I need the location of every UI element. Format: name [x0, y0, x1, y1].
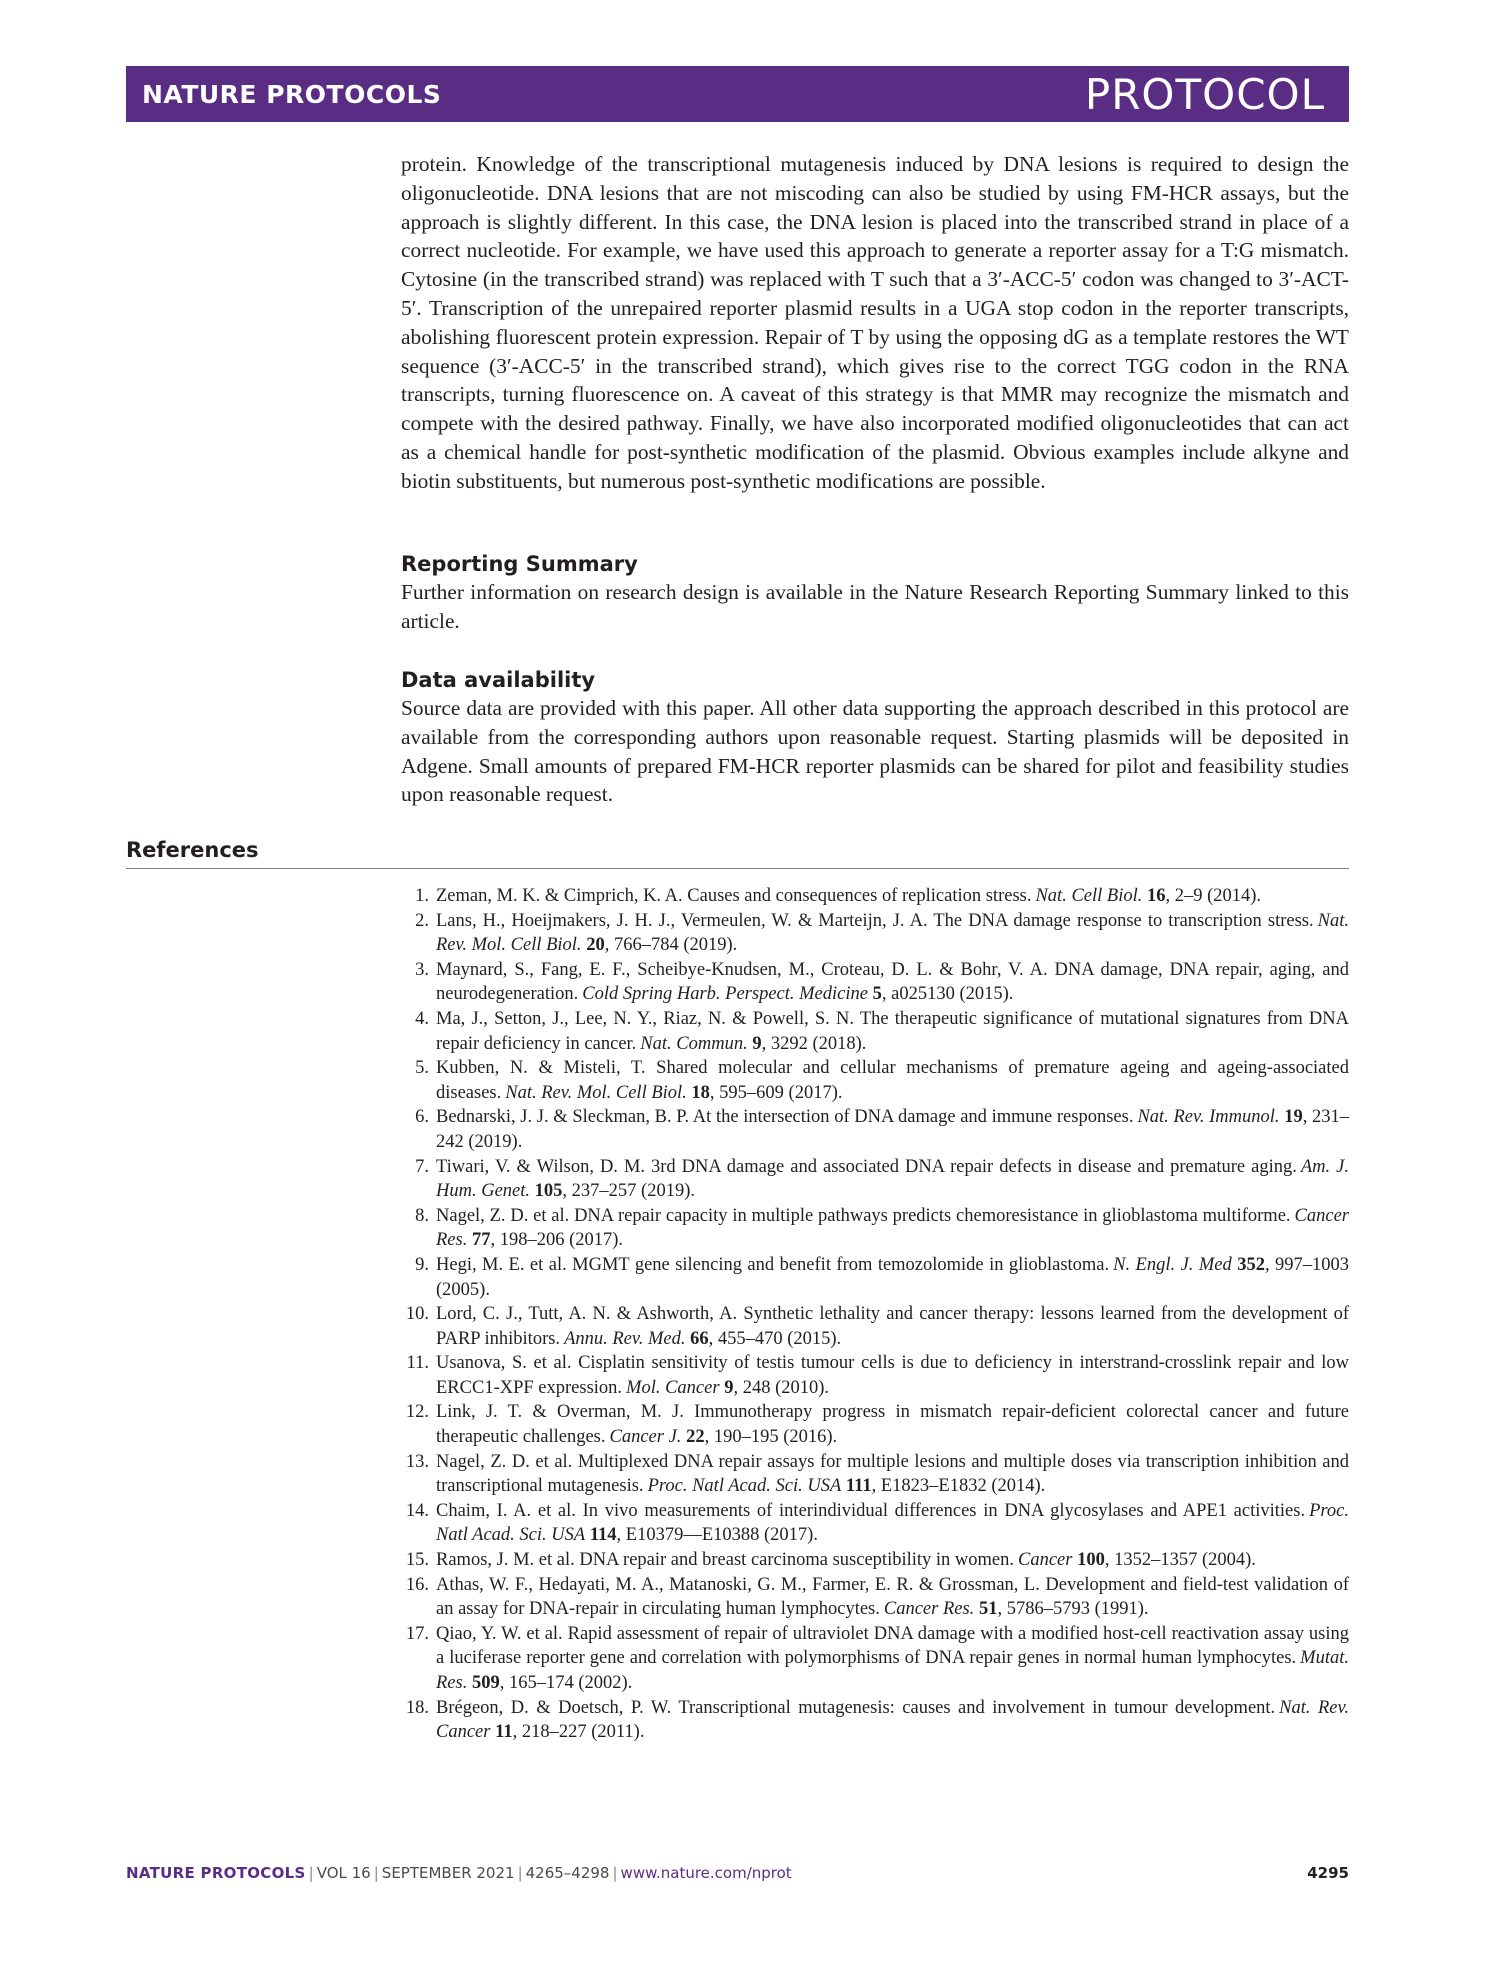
reference-volume: 22 — [686, 1427, 705, 1448]
reference-citation: Zeman, M. K. & Cimprich, K. A. Causes and consequences of replication stress. — [436, 886, 1032, 906]
reference-citation: Lans, H., Hoeijmakers, J. H. J., Vermeulen, W. & Marteijn, J. A. The DNA damage response to transcription stress. — [436, 910, 1314, 931]
reference-pages: , a025130 (2015). — [881, 984, 1014, 1005]
reference-pages: , 1352–1357 (2004). — [1104, 1550, 1256, 1571]
reference-citation: Hegi, M. E. et al. MGMT gene silencing and benefit from temozolomide in glioblastoma. — [436, 1254, 1110, 1275]
reference-pages: , 5786–5793 (1991). — [997, 1599, 1149, 1620]
reporting-summary-text: Further information on research design is available in the Nature Research Reporting Summary linked to this article. — [401, 580, 1349, 633]
reference-citation: Brégeon, D. & Doetsch, P. W. Transcriptional mutagenesis: causes and involvement in tumour development. — [436, 1697, 1276, 1718]
footer-separator: | — [373, 1864, 379, 1882]
reference-journal: Nat. Rev. Immunol. — [1137, 1107, 1280, 1128]
reference-text — [436, 909, 1349, 958]
reference-journal: Annu. Rev. Med. — [564, 1328, 686, 1349]
reference-pages: , 231–242 (2019). — [436, 1107, 1350, 1152]
header-article-type: PROTOCOL — [1084, 70, 1325, 119]
reference-item — [401, 1056, 1349, 1105]
reference-number: 5. — [415, 1058, 429, 1079]
reference-volume: 509 — [471, 1673, 500, 1693]
data-availability-section — [401, 694, 1349, 809]
reference-journal: Nat. Rev. Mol. Cell Biol. — [436, 910, 1349, 956]
reference-pages: , 165–174 (2002). — [499, 1673, 633, 1693]
reference-citation: Athas, W. F., Hedayati, M. A., Matanoski, G. M., Farmer, E. R. & Grossman, L. Development and field-test validation of an assay for DNA-repair in circulating human lymphocytes. — [436, 1574, 1349, 1620]
reference-number: 10. — [405, 1304, 429, 1325]
references-heading: References — [126, 838, 259, 862]
reference-number: 1. — [415, 886, 429, 906]
reference-item — [401, 1351, 1349, 1400]
reference-pages: , 2–9 (2014). — [1165, 886, 1262, 906]
reference-number: 8. — [415, 1205, 429, 1226]
reference-journal: Cancer J. — [609, 1427, 682, 1448]
reference-pages: , E1823–E1832 (2014). — [871, 1476, 1046, 1497]
reference-number: 6. — [415, 1107, 429, 1128]
reference-item — [401, 1253, 1349, 1302]
reference-volume: 111 — [845, 1476, 872, 1497]
reference-volume: 16 — [1146, 886, 1166, 906]
reference-volume: 20 — [586, 935, 605, 956]
reference-text — [436, 1499, 1349, 1548]
reference-text — [436, 1105, 1349, 1154]
reference-number: 3. — [415, 959, 429, 980]
reference-journal: Nat. Rev. Mol. Cell Biol. — [505, 1082, 687, 1103]
reference-item — [401, 1573, 1349, 1622]
reference-journal: Proc. Natl Acad. Sci. USA — [436, 1500, 1349, 1546]
reference-text — [436, 958, 1349, 1007]
reference-item — [401, 1302, 1349, 1351]
reference-pages: , E10379––E10388 (2017). — [616, 1525, 818, 1546]
reference-number: 11. — [406, 1353, 429, 1374]
reference-text — [436, 1622, 1349, 1696]
reference-journal: Nat. Cell Biol. — [1035, 886, 1143, 906]
page-footer — [126, 1864, 1349, 1888]
reference-item — [401, 1548, 1349, 1573]
footer-separator: | — [517, 1864, 523, 1882]
reference-citation: Chaim, I. A. et al. In vivo measurements of interindividual differences in DNA glycosylases and APE1 activities. — [436, 1500, 1306, 1521]
reference-item — [401, 884, 1349, 909]
reference-journal: Nat. Rev. Cancer — [436, 1697, 1349, 1743]
reference-number: 7. — [415, 1156, 429, 1177]
reference-pages: , 248 (2010). — [733, 1377, 830, 1398]
reference-text — [436, 1056, 1349, 1105]
reference-citation: Maynard, S., Fang, E. F., Scheibye-Knudsen, M., Croteau, D. L. & Bohr, V. A. DNA damage, DNA repair, aging, and neurodegeneration. — [436, 959, 1349, 1005]
reference-pages: , 190–195 (2016). — [704, 1427, 838, 1448]
journal-header-bar — [126, 66, 1349, 122]
footer-journal-name: NATURE PROTOCOLS — [126, 1864, 306, 1882]
reference-text — [436, 1450, 1349, 1499]
reference-item — [401, 1696, 1349, 1745]
reference-citation: Ma, J., Setton, J., Lee, N. Y., Riaz, N. & Powell, S. N. The therapeutic significance of mutational signatures from DNA repair deficiency in cancer. — [436, 1008, 1349, 1054]
reference-number: 9. — [415, 1254, 429, 1275]
reference-pages: , 455–470 (2015). — [708, 1328, 842, 1349]
reference-citation: Kubben, N. & Misteli, T. Shared molecular and cellular mechanisms of premature ageing and ageing-associated diseases. — [436, 1058, 1349, 1103]
reference-text — [436, 1548, 1349, 1573]
reference-text — [436, 1573, 1349, 1622]
reference-number: 2. — [415, 910, 429, 931]
footer-separator: | — [612, 1864, 618, 1882]
reference-list — [401, 884, 1349, 1745]
reference-item — [401, 1155, 1349, 1204]
reference-text — [436, 1696, 1349, 1745]
reference-text — [436, 884, 1349, 909]
reference-pages: , 766–784 (2019). — [604, 935, 738, 956]
reference-volume: 114 — [589, 1525, 617, 1546]
reference-pages: , 218–227 (2011). — [512, 1722, 645, 1743]
reference-journal: N. Engl. J. Med — [1113, 1254, 1232, 1275]
reference-citation: Link, J. T. & Overman, M. J. Immunotherapy progress in mismatch repair-deficient colorectal cancer and future therapeutic challenges. — [436, 1402, 1349, 1448]
reference-journal: Cancer — [1018, 1550, 1073, 1571]
footer-date: SEPTEMBER 2021 — [381, 1864, 515, 1882]
reference-number: 17. — [405, 1623, 429, 1644]
reference-volume: 5 — [872, 984, 882, 1005]
reference-citation: Lord, C. J., Tutt, A. N. & Ashworth, A. Synthetic lethality and cancer therapy: lessons learned from the development of PARP inhibitors. — [436, 1304, 1349, 1349]
reference-volume: 9 — [724, 1377, 734, 1398]
reference-volume: 352 — [1237, 1254, 1265, 1275]
reference-journal: Cancer Res. — [436, 1205, 1349, 1251]
reference-volume: 19 — [1284, 1107, 1303, 1128]
reference-item — [401, 1105, 1349, 1154]
reference-volume: 18 — [691, 1082, 710, 1103]
reference-citation: Nagel, Z. D. et al. DNA repair capacity in multiple pathways predicts chemoresistance in glioblastoma multiforme. — [436, 1205, 1291, 1226]
reference-citation: Qiao, Y. W. et al. Rapid assessment of repair of ultraviolet DNA damage with a modified host-cell reactivation assay using a luciferase reporter gene and correlation with polymorphisms of DNA repair genes in normal human lymphocytes. — [436, 1623, 1349, 1669]
page-number: 4295 — [1307, 1864, 1349, 1882]
reference-text — [436, 1302, 1349, 1351]
reference-item — [401, 1499, 1349, 1548]
reference-journal: Am. J. Hum. Genet. — [436, 1156, 1349, 1202]
reference-text — [436, 1253, 1349, 1302]
data-availability-heading: Data availability — [401, 668, 596, 692]
reference-item — [401, 958, 1349, 1007]
reference-citation: Nagel, Z. D. et al. Multiplexed DNA repair assays for multiple lesions and multiple doses via transcription inhibition and transcriptional mutagenesis. — [436, 1451, 1349, 1497]
reference-item — [401, 909, 1349, 958]
footer-separator: | — [308, 1864, 314, 1882]
reference-citation: Bednarski, J. J. & Sleckman, B. P. At the intersection of DNA damage and immune responses. — [436, 1107, 1134, 1128]
reference-item — [401, 1450, 1349, 1499]
references-divider — [126, 868, 1349, 869]
reporting-summary-heading: Reporting Summary — [401, 552, 638, 576]
reference-journal: Cancer Res. — [883, 1599, 975, 1620]
header-journal-name: NATURE PROTOCOLS — [142, 80, 442, 109]
reference-volume: 11 — [495, 1722, 513, 1743]
reference-item — [401, 1007, 1349, 1056]
reference-journal: Mol. Cancer — [626, 1377, 720, 1398]
reference-volume: 9 — [752, 1033, 762, 1054]
reporting-summary-section — [401, 578, 1349, 636]
reference-item — [401, 1400, 1349, 1449]
reference-citation: Tiwari, V. & Wilson, D. M. 3rd DNA damage and associated DNA repair defects in disease and premature aging. — [436, 1156, 1297, 1177]
reference-number: 16. — [405, 1574, 429, 1595]
reference-volume: 77 — [471, 1230, 491, 1251]
reference-text — [436, 1204, 1349, 1253]
intro-section — [401, 150, 1349, 496]
intro-paragraph: protein. Knowledge of the transcriptional mutagenesis induced by DNA lesions is required to design the oligonucleotide. DNA lesions that are not miscoding can also be studied by using FM-HCR assays, but the approach is slightly different. In this case, the DNA lesion is placed into the transcribed strand in place of a correct nucleotide. For example, we have used this approach to generate a reporter assay for a T:G mismatch. Cytosine (in the transcribed strand) was replaced with T such that a 3′-ACC-5′ codon was changed to 3′-ACT-5′. Transcription of the unrepaired reporter plasmid results in a UGA stop codon in the reporter transcripts, abolishing fluorescent protein expression. Repair of T by using the opposing dG as a template restores the WT sequence (3′-ACC-5′ in the transcribed strand), which gives rise to the correct TGG codon in the RNA transcripts, turning fluorescence on. A caveat of this strategy is that MMR may recognize the mismatch and compete with the desired pathway. Finally, we have also incorporated modified oligonucleotides that can act as a chemical handle for post-synthetic modification of the plasmid. Obvious examples include alkyne and biotin substituents, but numerous post-synthetic modifications are possible. — [401, 152, 1349, 493]
reference-volume: 51 — [978, 1599, 998, 1620]
reference-journal: Mutat. Res. — [436, 1648, 1349, 1693]
reference-text — [436, 1007, 1349, 1056]
reference-pages: , 3292 (2018). — [761, 1033, 867, 1054]
reference-volume: 100 — [1077, 1550, 1105, 1571]
reference-journal: Nat. Commun. — [640, 1033, 748, 1054]
reference-volume: 105 — [534, 1181, 563, 1202]
reference-text — [436, 1400, 1349, 1449]
footer-journal-link[interactable]: www.nature.com/nprot — [620, 1864, 792, 1882]
reference-text — [436, 1351, 1349, 1400]
reference-journal: Proc. Natl Acad. Sci. USA — [647, 1476, 842, 1497]
reference-text — [436, 1155, 1349, 1204]
reference-citation: Ramos, J. M. et al. DNA repair and breast carcinoma susceptibility in women. — [436, 1550, 1014, 1571]
reference-item — [401, 1622, 1349, 1696]
footer-volume: VOL 16 — [316, 1864, 371, 1882]
reference-number: 18. — [405, 1697, 429, 1718]
data-availability-text: Source data are provided with this paper. All other data supporting the approach described in this protocol are available from the corresponding authors upon reasonable request. Starting plasmids will be deposited in Adgene. Small amounts of prepared FM-HCR reporter plasmids can be shared for pilot and feasibility studies upon reasonable request. — [401, 696, 1349, 807]
reference-pages: , 595–609 (2017). — [709, 1082, 843, 1103]
reference-number: 14. — [405, 1500, 429, 1521]
reference-number: 13. — [405, 1451, 429, 1472]
reference-item — [401, 1204, 1349, 1253]
reference-pages: , 198–206 (2017). — [490, 1230, 624, 1251]
reference-journal: Cold Spring Harb. Perspect. Medicine — [582, 984, 868, 1005]
reference-volume: 66 — [690, 1328, 709, 1349]
reference-number: 12. — [405, 1402, 429, 1423]
reference-pages: , 237–257 (2019). — [562, 1181, 695, 1202]
reference-number: 4. — [415, 1008, 429, 1029]
reference-pages: , 997–1003 (2005). — [436, 1254, 1350, 1300]
footer-page-range: 4265–4298 — [525, 1864, 610, 1882]
reference-citation: Usanova, S. et al. Cisplatin sensitivity of testis tumour cells is due to deficiency in interstrand-crosslink repair and low ERCC1-XPF expression. — [436, 1353, 1349, 1398]
reference-number: 15. — [405, 1550, 429, 1571]
